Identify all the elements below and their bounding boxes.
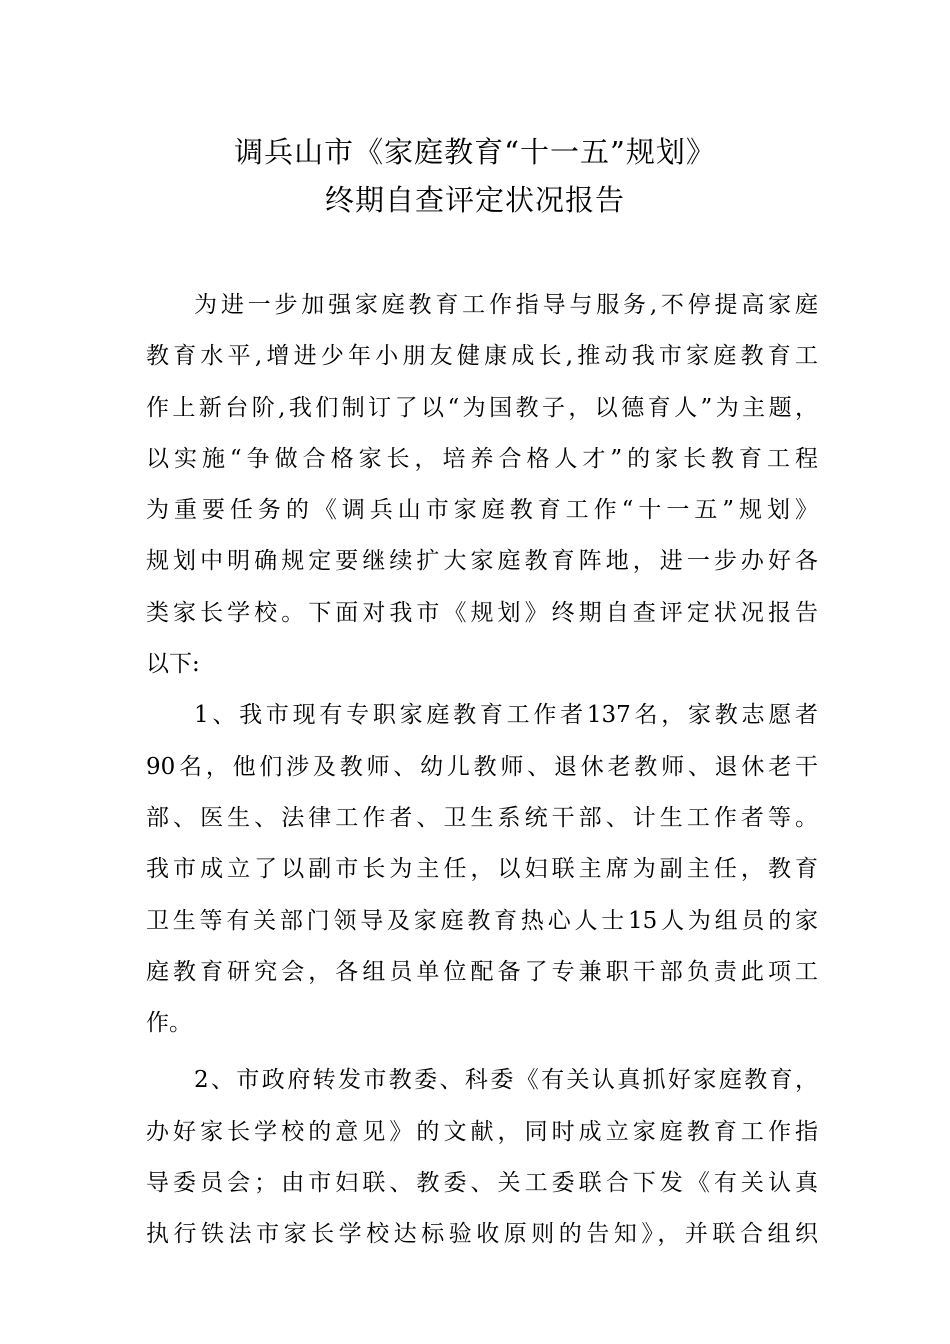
paragraph-line: 以下: (146, 651, 200, 678)
paragraph-line: 执行铁法市家长学校达标验收原则的告知》，并联合组织 (146, 1221, 818, 1248)
paragraph-line: 作。 (146, 1010, 192, 1037)
paragraph-line: 我市成立了以副市长为主任，以妇联主席为副主任，教育 (146, 856, 818, 883)
paragraph-item-1 (146, 690, 818, 1049)
title-line-2: 终期自查评定状况报告 (324, 183, 625, 217)
paragraph-line: 90名，他们涉及教师、幼儿教师、退休老教师、退休老干 (146, 753, 818, 780)
paragraph-line: 办好家长学校的意见》的文献，同时成立家庭教育工作指 (146, 1118, 818, 1145)
paragraph-line: 导委员会；由市妇联、教委、关工委联合下发《有关认真 (146, 1170, 818, 1197)
paragraph-line: 教育水平,增进少年小朋友健康成长,推动我市家庭教育工 (146, 343, 818, 370)
paragraph-line: 2、市政府转发市教委、科委《有关认真抓好家庭教育， (194, 1067, 818, 1094)
paragraph-intro (146, 280, 818, 690)
paragraph-item-2 (146, 1055, 818, 1260)
document-body (146, 280, 818, 1261)
title-line-1: 调兵山市《家庭教育“十一五”规划》 (234, 135, 716, 169)
paragraph-line: 作上新台阶,我们制订了以“为国教子，以德育人”为主题， (146, 394, 818, 421)
paragraph-line: 规划中明确规定要继续扩大家庭教育阵地，进一步办好各 (146, 548, 818, 575)
paragraph-line: 庭教育研究会，各组员单位配备了专兼职干部负责此项工 (146, 958, 818, 985)
paragraph-line: 部、医生、法律工作者、卫生系统干部、计生工作者等。 (146, 804, 818, 831)
document-title (0, 128, 950, 224)
paragraph-line: 1、我市现有专职家庭教育工作者137名，家教志愿者 (194, 702, 818, 729)
paragraph-line: 卫生等有关部门领导及家庭教育热心人士15人为组员的家 (146, 907, 818, 934)
paragraph-line: 为重要任务的《调兵山市家庭教育工作“十一五”规划》 (146, 497, 818, 524)
paragraph-line: 类家长学校。下面对我市《规划》终期自查评定状况报告 (146, 599, 818, 626)
paragraph-line: 以实施“争做合格家长，培养合格人才”的家长教育工程 (146, 445, 818, 472)
paragraph-line: 为进一步加强家庭教育工作指导与服务,不停提高家庭 (194, 292, 818, 318)
